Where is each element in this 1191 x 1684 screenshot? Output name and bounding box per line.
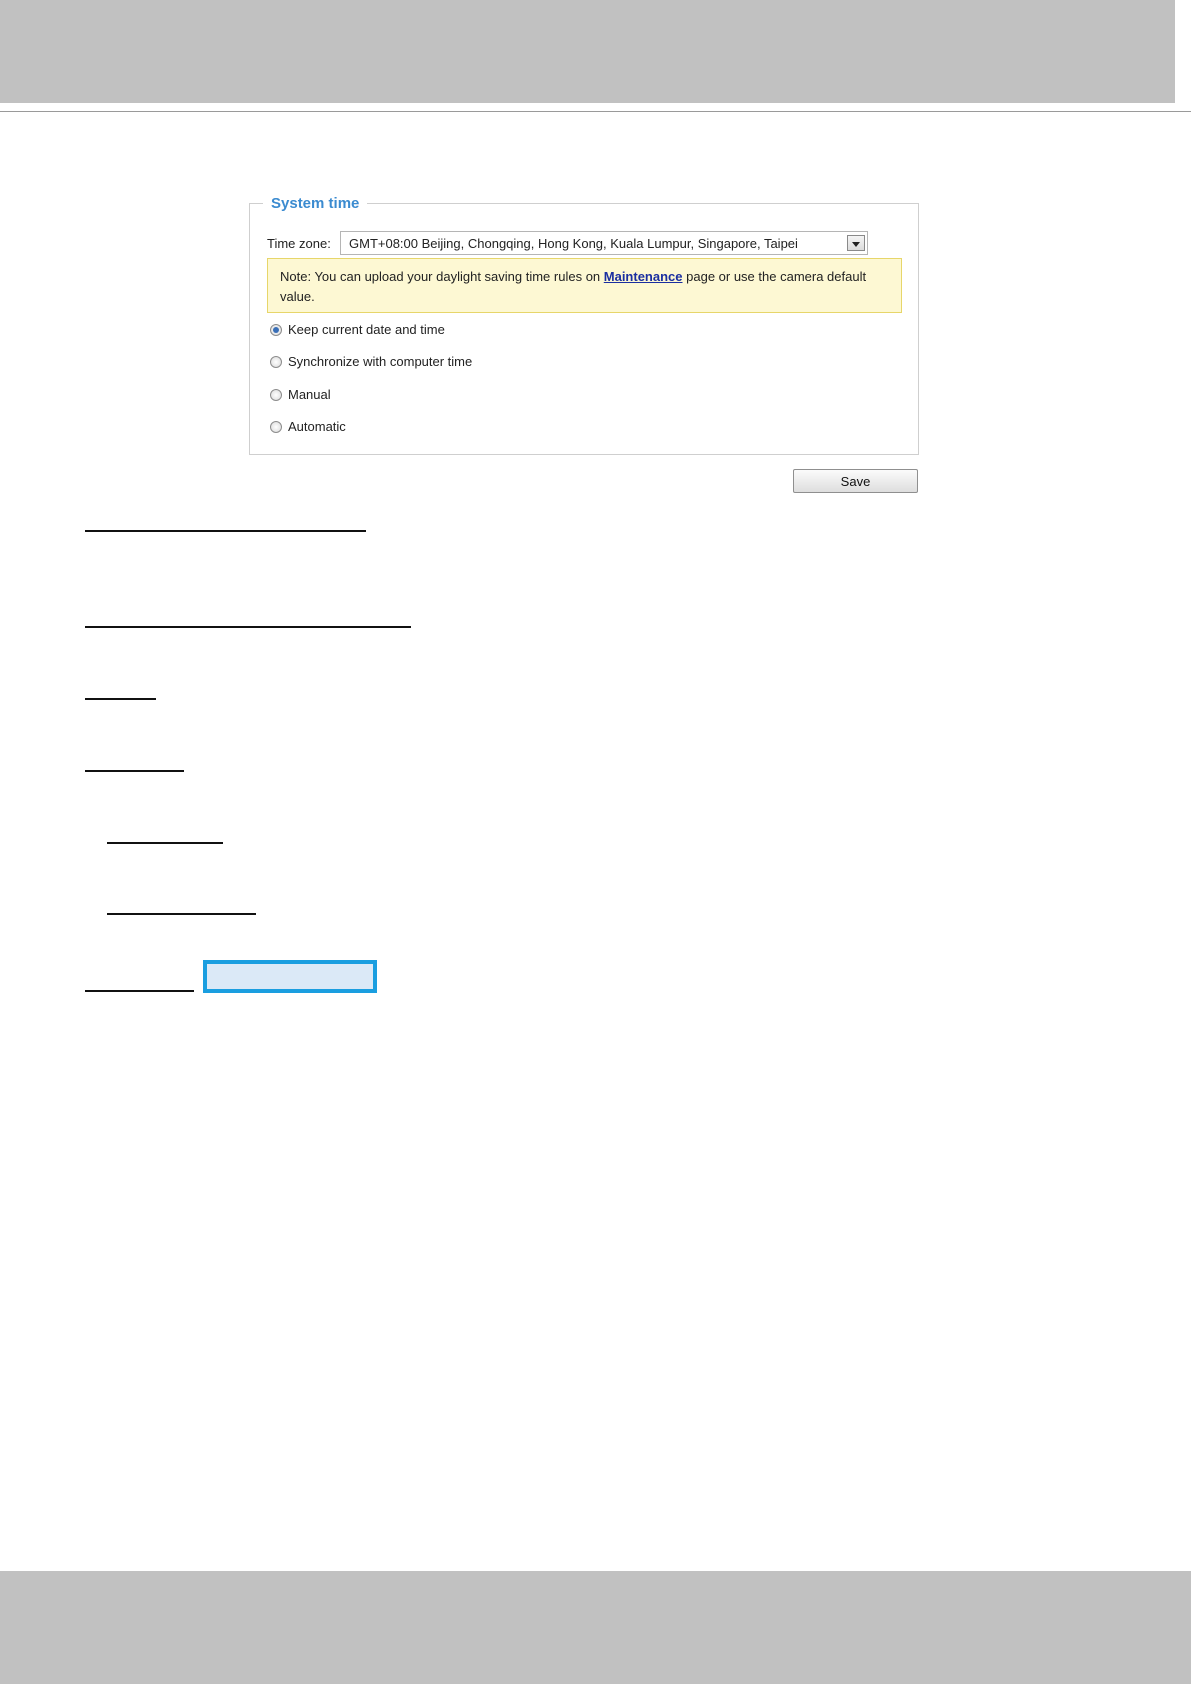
radio-keep-current[interactable]: [270, 324, 282, 336]
note-prefix: Note: You can upload your daylight saving time rules on: [280, 269, 604, 284]
radio-sync-computer[interactable]: [270, 356, 282, 368]
option-label: Synchronize with computer time: [288, 354, 473, 369]
time-zone-value: GMT+08:00 Beijing, Chongqing, Hong Kong, Kuala Lumpur, Singapore, Taipei: [349, 236, 798, 251]
time-zone-select[interactable]: [340, 231, 868, 255]
heading-underline: [85, 530, 366, 532]
heading-underline: [85, 698, 156, 700]
header-tab-gap: [1175, 0, 1191, 112]
highlighted-field: [203, 960, 377, 993]
subheading-underline: [107, 913, 256, 915]
option-manual[interactable]: [270, 387, 331, 403]
heading-underline: [85, 990, 194, 992]
heading-underline: [85, 626, 411, 628]
footer-band: [0, 1571, 1191, 1684]
option-sync-computer[interactable]: [270, 354, 472, 370]
option-keep-current[interactable]: [270, 322, 445, 338]
option-label: Keep current date and time: [288, 322, 445, 337]
maintenance-link[interactable]: Maintenance: [603, 269, 683, 284]
subheading-underline: [107, 842, 223, 844]
chevron-down-icon[interactable]: [847, 235, 865, 251]
radio-automatic[interactable]: [270, 421, 282, 433]
radio-manual[interactable]: [270, 389, 282, 401]
dst-note: [267, 258, 902, 313]
save-button[interactable]: Save: [793, 469, 918, 493]
note-suffix: page or use the camera default value.: [280, 269, 867, 304]
header-divider: [0, 111, 1191, 112]
system-time-legend: System time: [263, 195, 367, 213]
option-automatic[interactable]: [270, 419, 346, 435]
heading-underline: [85, 770, 184, 772]
header-band: [0, 0, 1191, 103]
option-label: Automatic: [288, 419, 346, 434]
option-label: Manual: [288, 387, 331, 402]
time-zone-label: Time zone:: [267, 236, 331, 251]
